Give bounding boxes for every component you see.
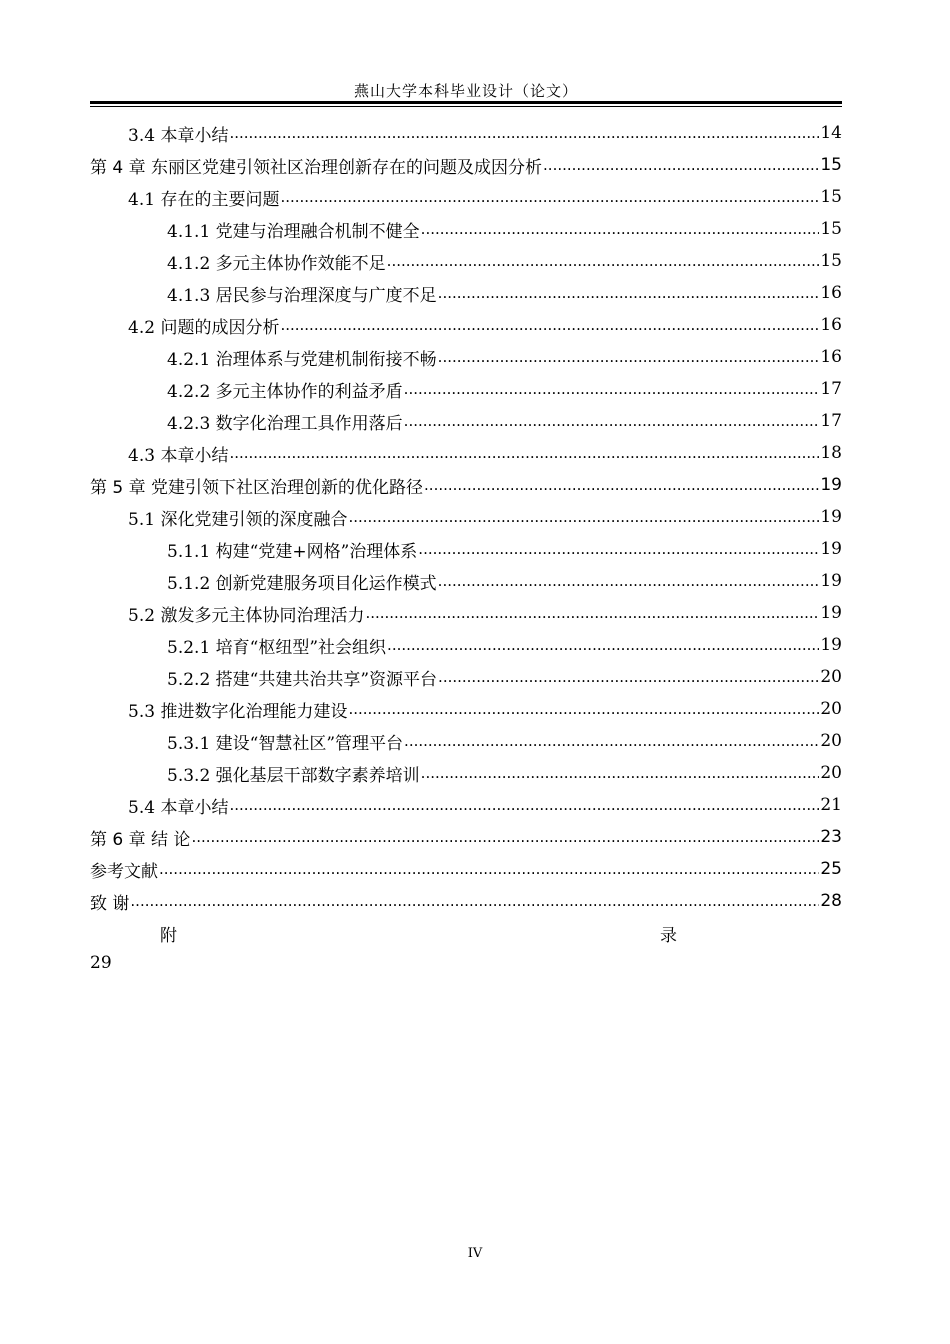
toc-entry-title: 4.2.2 多元主体协作的利益矛盾	[167, 381, 403, 402]
toc-leader-dots	[229, 795, 819, 815]
page-number-footer: IV	[467, 1246, 483, 1261]
toc-entry-page: 16	[820, 283, 842, 303]
toc-entry[interactable]	[90, 469, 842, 501]
toc-entry-title: 5.2.2 搭建“共建共治共享”资源平台	[167, 669, 438, 690]
toc-leader-dots	[438, 347, 820, 367]
toc-entry-page: 17	[820, 379, 842, 399]
toc-entry[interactable]	[90, 597, 842, 629]
toc-entry-page: 15	[820, 251, 842, 271]
appendix-page-number: 29	[90, 953, 112, 973]
toc-entry-page: 15	[820, 187, 842, 207]
toc-entry-title: 第 6 章 结 论	[90, 829, 191, 850]
toc-entry-title: 参考文献	[90, 861, 158, 882]
toc-entry-page: 19	[820, 475, 842, 495]
toc-entry-title: 4.1.2 多元主体协作效能不足	[167, 253, 386, 274]
toc-entry-title: 5.2.1 培育“枢纽型”社会组织	[167, 637, 387, 658]
toc-entry-title: 第 5 章 党建引领下社区治理创新的优化路径	[90, 477, 424, 498]
toc-leader-dots	[280, 315, 819, 335]
toc-entry-page: 19	[820, 539, 842, 559]
toc-entry[interactable]	[90, 565, 842, 597]
toc-rows	[90, 117, 842, 917]
toc-entry-page: 20	[820, 699, 842, 719]
toc-entry-page: 15	[820, 219, 842, 239]
toc-leader-dots	[424, 475, 819, 495]
toc-entry[interactable]	[90, 149, 842, 181]
toc-entry-page: 25	[820, 859, 842, 879]
toc-entry-page: 16	[820, 315, 842, 335]
toc-entry[interactable]	[90, 629, 842, 661]
toc-leader-dots	[159, 859, 819, 879]
toc-leader-dots	[543, 155, 819, 175]
toc-entry-page: 23	[820, 827, 842, 847]
toc-entry[interactable]	[90, 661, 842, 693]
toc-leader-dots	[421, 219, 820, 239]
toc-leader-dots	[438, 283, 820, 303]
toc-leader-dots	[229, 443, 819, 463]
toc-leader-dots	[387, 635, 819, 655]
toc-leader-dots	[348, 507, 819, 527]
toc-entry-page: 15	[820, 155, 842, 175]
toc-leader-dots	[404, 731, 819, 751]
toc-entry[interactable]	[90, 245, 842, 277]
toc-leader-dots	[404, 411, 820, 431]
toc-entry-page: 17	[820, 411, 842, 431]
toc-entry-title: 4.2 问题的成因分析	[128, 317, 280, 338]
toc-entry[interactable]	[90, 277, 842, 309]
appendix-char-2: 录	[660, 926, 677, 946]
toc-entry-title: 4.1.1 党建与治理融合机制不健全	[167, 221, 420, 242]
toc-entry[interactable]	[90, 853, 842, 885]
toc-entry[interactable]	[90, 725, 842, 757]
toc-entry-title: 5.3 推进数字化治理能力建设	[128, 701, 348, 722]
toc-entry[interactable]	[90, 213, 842, 245]
toc-leader-dots	[280, 187, 819, 207]
toc-leader-dots	[421, 763, 820, 783]
toc-entry-page: 19	[820, 603, 842, 623]
header-rule-thin	[90, 106, 842, 107]
toc-entry-title: 5.2 激发多元主体协同治理活力	[128, 605, 365, 626]
toc-entry[interactable]	[90, 373, 842, 405]
toc-entry[interactable]	[90, 117, 842, 149]
toc-entry-title: 4.2.1 治理体系与党建机制衔接不畅	[167, 349, 437, 370]
toc-leader-dots	[387, 251, 820, 271]
toc-entry-page: 20	[820, 731, 842, 751]
toc-leader-dots	[404, 379, 820, 399]
toc-entry-page: 19	[820, 635, 842, 655]
toc-leader-dots	[348, 699, 819, 719]
toc-entry-title: 5.1.2 创新党建服务项目化运作模式	[167, 573, 437, 594]
toc-entry-page: 14	[820, 123, 842, 143]
toc-entry-page: 18	[820, 443, 842, 463]
toc-entry[interactable]	[90, 533, 842, 565]
toc-entry-title: 3.4 本章小结	[128, 125, 229, 146]
toc-entry[interactable]	[90, 405, 842, 437]
toc-entry[interactable]	[90, 885, 842, 917]
toc-entry-title: 5.1 深化党建引领的深度融合	[128, 509, 348, 530]
header-rule-thick	[90, 101, 842, 104]
toc-entry-title: 5.4 本章小结	[128, 797, 229, 818]
toc-leader-dots	[418, 539, 819, 559]
toc-entry-page: 20	[820, 763, 842, 783]
toc-entry-title: 5.1.1 构建“党建+网格”治理体系	[167, 541, 418, 562]
page-header: 燕山大学本科毕业设计（论文）	[353, 82, 578, 100]
toc-entry[interactable]	[90, 181, 842, 213]
toc-entry-page: 21	[820, 795, 842, 815]
toc-leader-dots	[130, 891, 819, 911]
toc-entry-title: 4.3 本章小结	[128, 445, 229, 466]
toc-entry-title: 4.2.3 数字化治理工具作用落后	[167, 413, 403, 434]
toc-entry[interactable]	[90, 821, 842, 853]
appendix-char-1: 附	[160, 926, 177, 946]
toc-entry[interactable]	[90, 757, 842, 789]
toc-entry-title: 4.1 存在的主要问题	[128, 189, 280, 210]
toc-entry-title: 致 谢	[90, 893, 130, 914]
toc-entry[interactable]	[90, 501, 842, 533]
toc-entry-page: 19	[820, 507, 842, 527]
toc-entry-title: 4.1.3 居民参与治理深度与广度不足	[167, 285, 437, 306]
toc-entry-page: 20	[820, 667, 842, 687]
toc-leader-dots	[229, 123, 819, 143]
toc-entry[interactable]	[90, 341, 842, 373]
toc-entry[interactable]	[90, 437, 842, 469]
table-of-contents	[90, 117, 842, 979]
toc-entry-page: 28	[820, 891, 842, 911]
toc-entry-title: 5.3.1 建设“智慧社区”管理平台	[167, 733, 404, 754]
toc-leader-dots	[438, 571, 820, 591]
toc-entry-page: 19	[820, 571, 842, 591]
toc-entry-page: 16	[820, 347, 842, 367]
toc-entry-title: 第 4 章 东丽区党建引领社区治理创新存在的问题及成因分析	[90, 157, 543, 178]
toc-leader-dots	[365, 603, 819, 623]
toc-entry-title: 5.3.2 强化基层干部数字素养培训	[167, 765, 420, 786]
toc-entry-appendix[interactable]	[90, 917, 842, 947]
toc-entry[interactable]	[90, 309, 842, 341]
toc-leader-dots	[191, 827, 819, 847]
toc-entry[interactable]	[90, 693, 842, 725]
toc-entry[interactable]	[90, 789, 842, 821]
toc-leader-dots	[438, 667, 819, 687]
